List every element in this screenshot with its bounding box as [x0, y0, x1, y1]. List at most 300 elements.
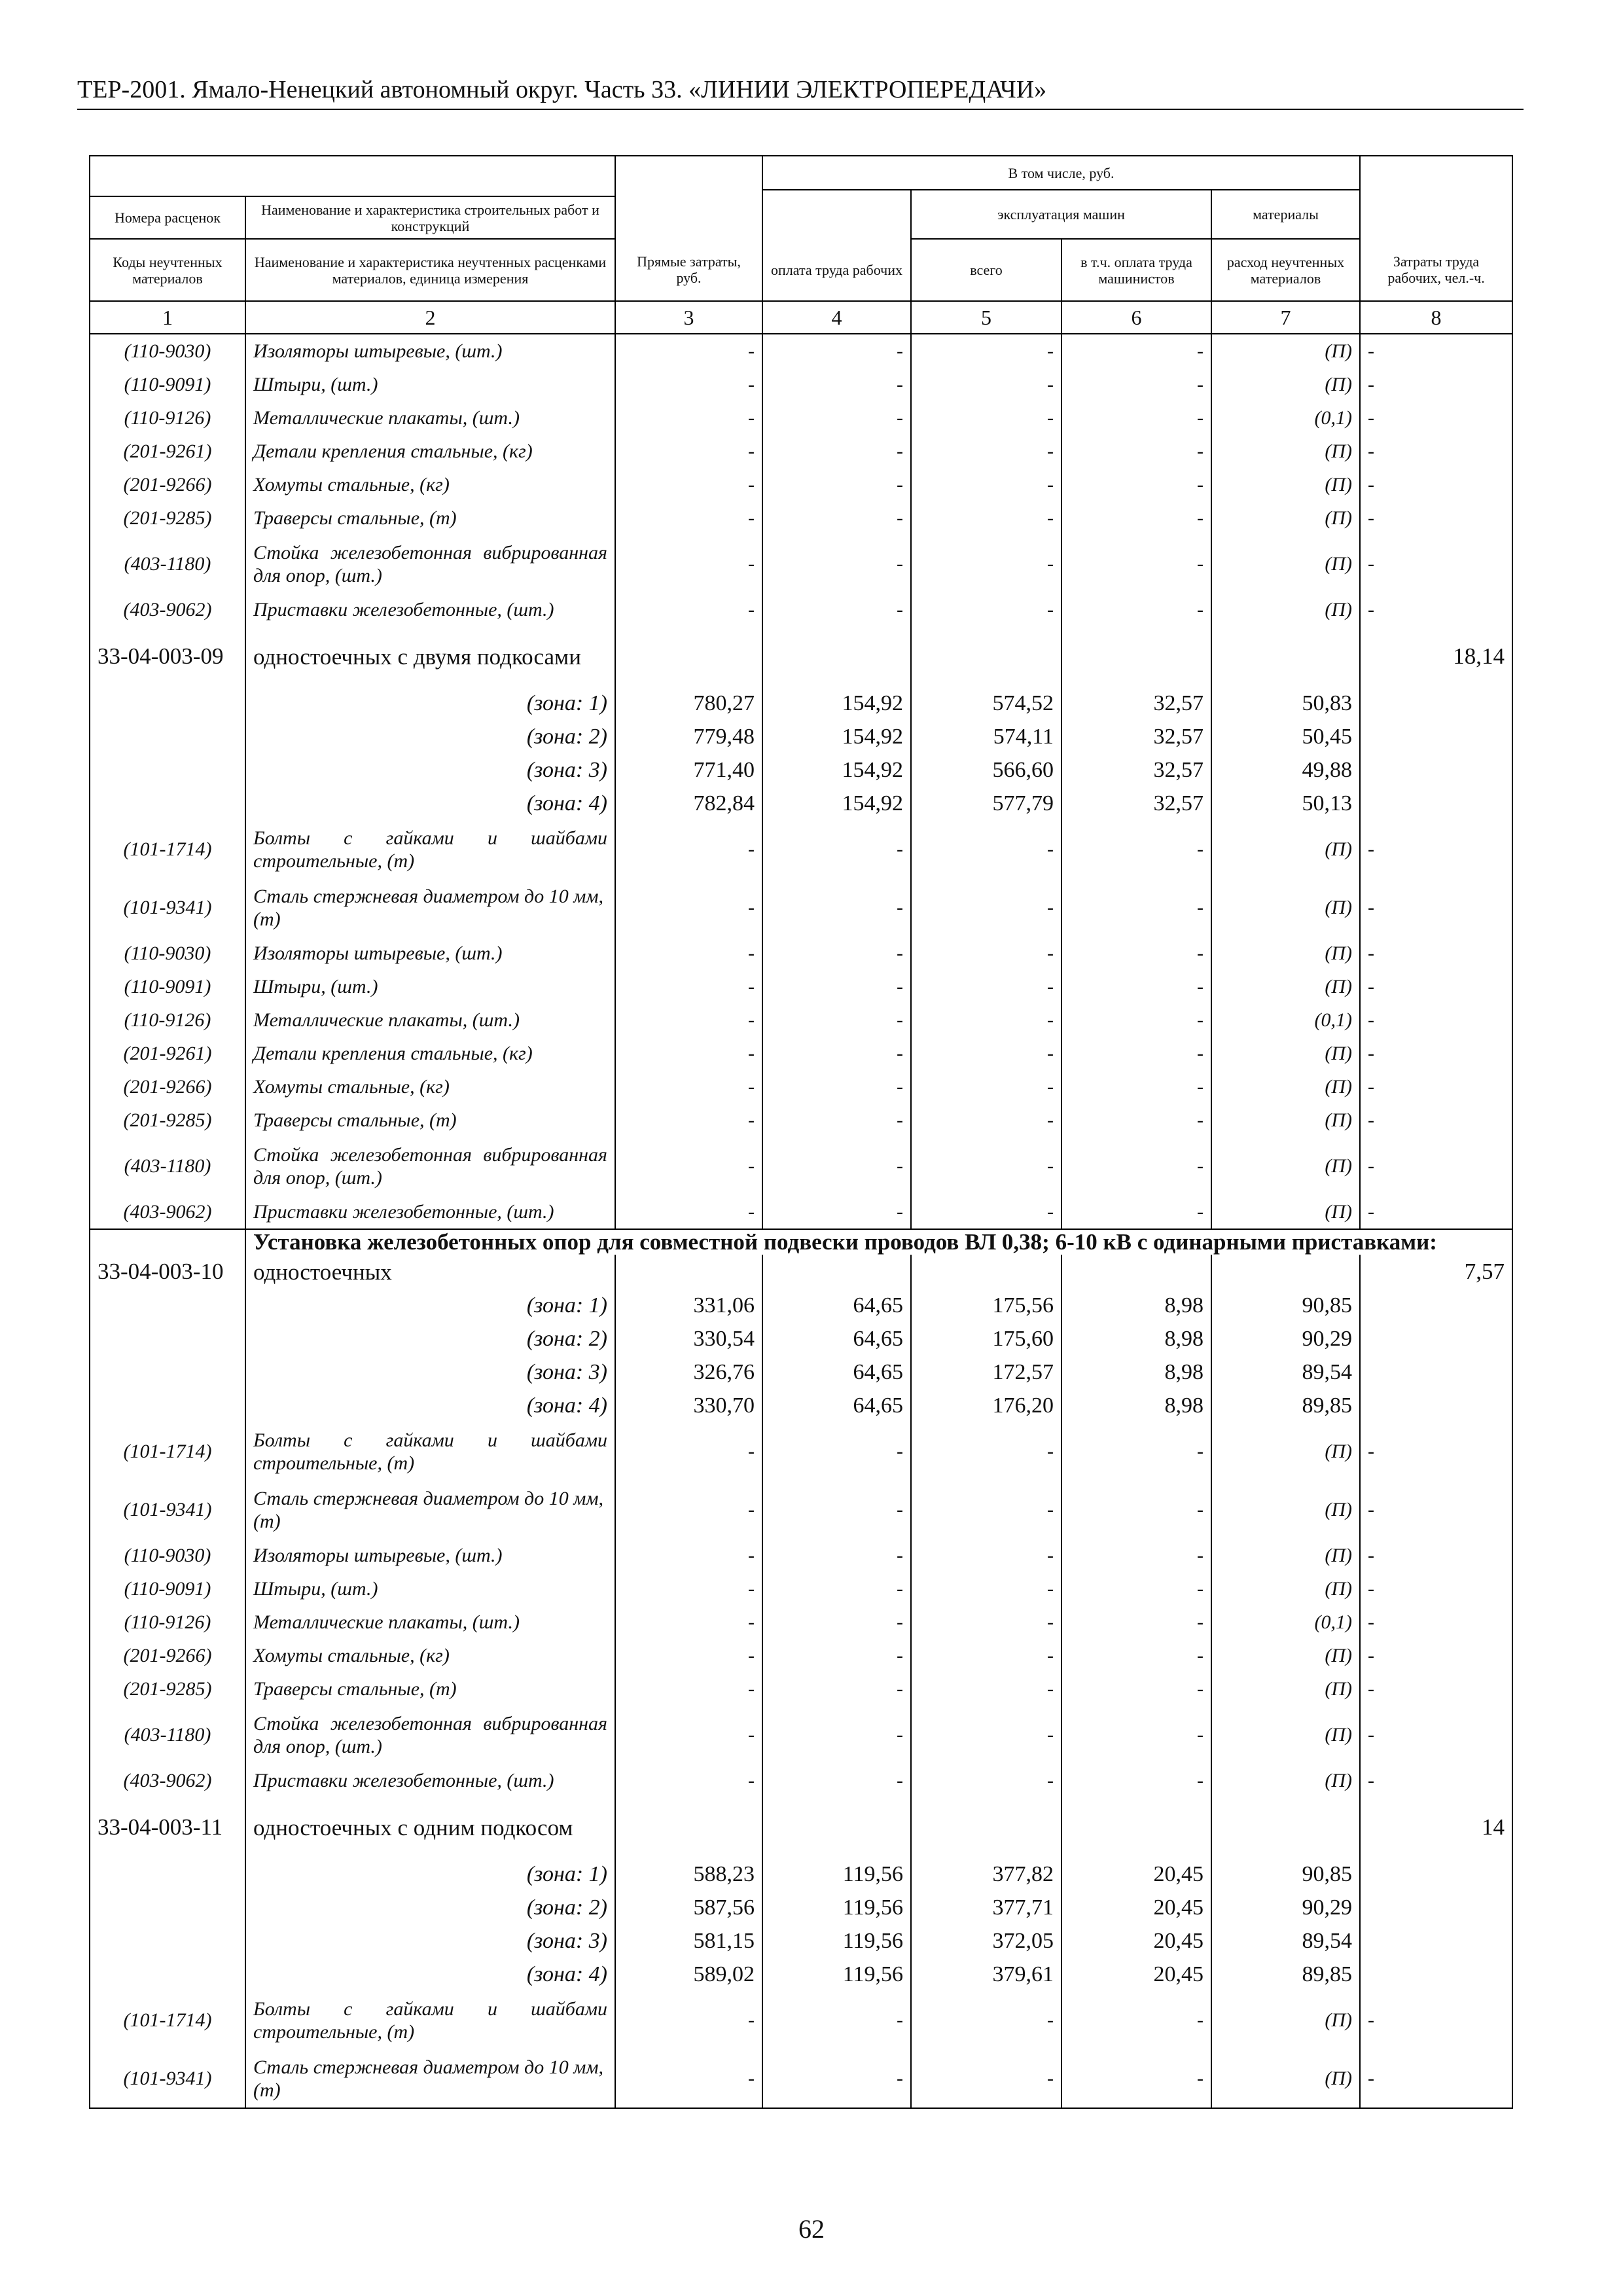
dash-cell: - — [615, 1195, 762, 1229]
material-code: (110-9126) — [90, 1003, 245, 1037]
dash-cell: - — [911, 1639, 1061, 1672]
material-name: Хомуты стальные, (кг) — [245, 1070, 615, 1103]
dash-cell: - — [911, 1195, 1061, 1229]
dash-cell: - — [762, 1706, 911, 1764]
dash-cell: - — [615, 1605, 762, 1639]
dash-cell: - — [1061, 368, 1211, 401]
material-qty: (П) — [1211, 970, 1360, 1003]
material-name: Детали крепления стальные, (кг) — [245, 1037, 615, 1070]
dash-cell: - — [1360, 1539, 1512, 1572]
dash-cell: - — [1061, 1195, 1211, 1229]
zone-row — [90, 1891, 1512, 1924]
material-qty: (П) — [1211, 501, 1360, 535]
dash-cell: - — [762, 593, 911, 626]
zone-value: 588,23 — [615, 1857, 762, 1891]
dash-cell: - — [1061, 1991, 1211, 2049]
dash-cell: - — [1061, 1480, 1211, 1539]
material-qty: (П) — [1211, 2049, 1360, 2108]
empty-cell — [90, 1924, 245, 1958]
header-kody: Коды неучтенных материалов — [90, 239, 245, 301]
dash-cell: - — [615, 1639, 762, 1672]
header-oplata-top — [762, 190, 911, 239]
material-qty: (П) — [1211, 1480, 1360, 1539]
material-row — [90, 1137, 1512, 1195]
dash-cell: - — [615, 2049, 762, 2108]
zone-value: 119,56 — [762, 1857, 911, 1891]
zone-value: 89,85 — [1211, 1958, 1360, 1991]
material-qty: (П) — [1211, 535, 1360, 593]
dash-cell: - — [911, 1422, 1061, 1480]
material-code: (201-9266) — [90, 1070, 245, 1103]
dash-cell: - — [911, 970, 1061, 1003]
material-code: (403-9062) — [90, 1195, 245, 1229]
zone-label: (зона: 4) — [245, 787, 615, 820]
dash-cell: - — [911, 1070, 1061, 1103]
dash-cell: - — [762, 878, 911, 937]
dash-cell: - — [762, 1137, 911, 1195]
dash-cell: - — [615, 593, 762, 626]
material-code: (101-1714) — [90, 820, 245, 878]
material-code: (110-9030) — [90, 937, 245, 970]
dash-cell: - — [762, 334, 911, 368]
header-blank-top — [90, 156, 615, 196]
empty-cell — [1360, 1389, 1512, 1422]
empty-cell — [1360, 1857, 1512, 1891]
header-nomera: Номера расценок — [90, 196, 245, 239]
material-row — [90, 1539, 1512, 1572]
dash-cell: - — [1360, 593, 1512, 626]
dash-cell: - — [911, 1605, 1061, 1639]
dash-cell: - — [762, 1764, 911, 1797]
dash-cell: - — [911, 937, 1061, 970]
material-name: Изоляторы штыревые, (шт.) — [245, 937, 615, 970]
dash-cell: - — [1360, 1037, 1512, 1070]
dash-cell: - — [615, 1991, 762, 2049]
material-name: Приставки железобетонные, (шт.) — [245, 593, 615, 626]
dash-cell: - — [762, 401, 911, 435]
column-numbers-row — [90, 301, 1512, 334]
dash-cell: - — [1360, 970, 1512, 1003]
material-name: Болты с гайками и шайбами строительные, (т) — [245, 820, 615, 878]
dash-cell: - — [1360, 401, 1512, 435]
zone-value: 119,56 — [762, 1924, 911, 1958]
empty-cell — [1211, 1797, 1360, 1857]
empty-cell — [1061, 1797, 1211, 1857]
dash-cell: - — [762, 1003, 911, 1037]
zone-value: 377,71 — [911, 1891, 1061, 1924]
empty-cell — [615, 626, 762, 687]
material-name: Сталь стержневая диаметром до 10 мм, (т) — [245, 2049, 615, 2108]
material-qty: (П) — [1211, 1037, 1360, 1070]
zone-value: 154,92 — [762, 787, 911, 820]
dash-cell: - — [615, 1572, 762, 1605]
dash-cell: - — [1061, 535, 1211, 593]
dash-cell: - — [615, 1422, 762, 1480]
material-qty: (П) — [1211, 1706, 1360, 1764]
empty-cell — [90, 1289, 245, 1322]
header-zatraty: Затраты труда рабочих, чел.-ч. — [1360, 239, 1512, 301]
zone-value: 771,40 — [615, 753, 762, 787]
dash-cell: - — [1061, 401, 1211, 435]
empty-cell — [90, 720, 245, 753]
empty-cell — [1360, 1891, 1512, 1924]
material-row — [90, 1003, 1512, 1037]
material-code: (201-9266) — [90, 468, 245, 501]
dash-cell: - — [1360, 1103, 1512, 1137]
dash-cell: - — [1061, 970, 1211, 1003]
page-header — [77, 73, 1524, 110]
column-number: 5 — [911, 301, 1061, 334]
zone-row — [90, 1289, 1512, 1322]
zone-value: 64,65 — [762, 1355, 911, 1389]
material-name: Хомуты стальные, (кг) — [245, 468, 615, 501]
material-qty: (0,1) — [1211, 1003, 1360, 1037]
material-row — [90, 1764, 1512, 1797]
dash-cell: - — [615, 368, 762, 401]
rates-table — [89, 155, 1513, 2109]
material-qty: (П) — [1211, 468, 1360, 501]
material-code: (110-9126) — [90, 1605, 245, 1639]
dash-cell: - — [615, 937, 762, 970]
dash-cell: - — [911, 501, 1061, 535]
zone-value: 32,57 — [1061, 787, 1211, 820]
material-name: Приставки железобетонные, (шт.) — [245, 1764, 615, 1797]
material-name: Стойка железобетонная вибрированная для опор, (шт.) — [245, 1706, 615, 1764]
dash-cell: - — [1061, 1103, 1211, 1137]
empty-cell — [90, 1891, 245, 1924]
header-rashod: расход неучтенных материалов — [1211, 239, 1360, 301]
zone-row — [90, 1857, 1512, 1891]
zone-value: 377,82 — [911, 1857, 1061, 1891]
material-code: (201-9261) — [90, 1037, 245, 1070]
dash-cell: - — [1360, 2049, 1512, 2108]
material-qty: (П) — [1211, 1103, 1360, 1137]
dash-cell: - — [762, 468, 911, 501]
empty-cell — [1360, 787, 1512, 820]
dash-cell: - — [762, 1605, 911, 1639]
material-code: (201-9266) — [90, 1639, 245, 1672]
zone-label: (зона: 2) — [245, 720, 615, 753]
dash-cell: - — [762, 368, 911, 401]
zone-value: 780,27 — [615, 687, 762, 720]
dash-cell: - — [1061, 593, 1211, 626]
dash-cell: - — [1360, 820, 1512, 878]
dash-cell: - — [1360, 501, 1512, 535]
zone-value: 64,65 — [762, 1289, 911, 1322]
dash-cell: - — [1061, 1070, 1211, 1103]
empty-cell — [1360, 1289, 1512, 1322]
material-qty: (П) — [1211, 937, 1360, 970]
material-row — [90, 1672, 1512, 1706]
section-row — [90, 1229, 1512, 1255]
dash-cell: - — [911, 1706, 1061, 1764]
material-name: Траверсы стальные, (т) — [245, 1672, 615, 1706]
empty-cell — [615, 1255, 762, 1289]
material-code: (101-1714) — [90, 1422, 245, 1480]
material-row — [90, 593, 1512, 626]
dash-cell: - — [615, 1764, 762, 1797]
dash-cell: - — [1360, 1639, 1512, 1672]
zone-value: 175,60 — [911, 1322, 1061, 1355]
material-code: (201-9285) — [90, 1672, 245, 1706]
rate-row — [90, 1797, 1512, 1857]
material-code: (110-9091) — [90, 970, 245, 1003]
dash-cell: - — [1061, 937, 1211, 970]
material-code: (403-1180) — [90, 1706, 245, 1764]
dash-cell: - — [911, 1137, 1061, 1195]
material-code: (110-9030) — [90, 334, 245, 368]
material-name: Металлические плакаты, (шт.) — [245, 1605, 615, 1639]
dash-cell: - — [911, 593, 1061, 626]
dash-cell: - — [911, 1103, 1061, 1137]
material-row — [90, 501, 1512, 535]
labor-cost: 14 — [1360, 1797, 1512, 1857]
zone-value: 8,98 — [1061, 1322, 1211, 1355]
zone-label: (зона: 4) — [245, 1389, 615, 1422]
zone-value: 20,45 — [1061, 1924, 1211, 1958]
dash-cell: - — [1061, 2049, 1211, 2108]
dash-cell: - — [762, 1539, 911, 1572]
zone-value: 175,56 — [911, 1289, 1061, 1322]
dash-cell: - — [911, 368, 1061, 401]
zone-value: 8,98 — [1061, 1355, 1211, 1389]
rate-name: одностоечных с одним подкосом — [245, 1797, 615, 1857]
material-row — [90, 1639, 1512, 1672]
header-zatraty-top — [1360, 156, 1512, 239]
dash-cell: - — [1061, 468, 1211, 501]
material-code: (403-9062) — [90, 1764, 245, 1797]
zone-value: 89,54 — [1211, 1355, 1360, 1389]
material-row — [90, 435, 1512, 468]
empty-cell — [90, 1355, 245, 1389]
material-code: (110-9030) — [90, 1539, 245, 1572]
zone-value: 154,92 — [762, 753, 911, 787]
zone-label: (зона: 2) — [245, 1891, 615, 1924]
empty-cell — [1360, 1355, 1512, 1389]
dash-cell: - — [1360, 535, 1512, 593]
dash-cell: - — [1061, 1037, 1211, 1070]
header-pryam: Прямые затраты, руб. — [615, 239, 762, 301]
empty-cell — [1211, 1255, 1360, 1289]
material-row — [90, 1070, 1512, 1103]
material-name: Болты с гайками и шайбами строительные, (т) — [245, 1422, 615, 1480]
dash-cell: - — [1061, 1422, 1211, 1480]
dash-cell: - — [615, 535, 762, 593]
dash-cell: - — [615, 1070, 762, 1103]
material-row — [90, 1037, 1512, 1070]
dash-cell: - — [762, 1037, 911, 1070]
empty-cell — [1360, 753, 1512, 787]
material-row — [90, 468, 1512, 501]
material-name: Хомуты стальные, (кг) — [245, 1639, 615, 1672]
zone-label: (зона: 4) — [245, 1958, 615, 1991]
material-name: Металлические плакаты, (шт.) — [245, 1003, 615, 1037]
zone-value: 172,57 — [911, 1355, 1061, 1389]
empty-cell — [90, 753, 245, 787]
dash-cell: - — [1061, 501, 1211, 535]
empty-cell — [615, 1797, 762, 1857]
header-mater: материалы — [1211, 190, 1360, 239]
empty-cell — [1061, 626, 1211, 687]
material-row — [90, 2049, 1512, 2108]
zone-value: 49,88 — [1211, 753, 1360, 787]
zone-value: 330,54 — [615, 1322, 762, 1355]
material-code: (403-1180) — [90, 1137, 245, 1195]
empty-cell — [90, 1389, 245, 1422]
dash-cell: - — [1360, 435, 1512, 468]
zone-value: 50,45 — [1211, 720, 1360, 753]
material-row — [90, 820, 1512, 878]
dash-cell: - — [1360, 1605, 1512, 1639]
dash-cell: - — [762, 970, 911, 1003]
material-name: Штыри, (шт.) — [245, 970, 615, 1003]
empty-cell — [1360, 1322, 1512, 1355]
material-qty: (П) — [1211, 1572, 1360, 1605]
dash-cell: - — [762, 1480, 911, 1539]
dash-cell: - — [1360, 1070, 1512, 1103]
material-qty: (П) — [1211, 820, 1360, 878]
material-qty: (П) — [1211, 1422, 1360, 1480]
dash-cell: - — [1061, 1572, 1211, 1605]
dash-cell: - — [1360, 878, 1512, 937]
material-row — [90, 1605, 1512, 1639]
zone-value: 90,85 — [1211, 1857, 1360, 1891]
empty-cell — [1360, 1924, 1512, 1958]
material-qty: (П) — [1211, 1672, 1360, 1706]
empty-cell — [1061, 1255, 1211, 1289]
dash-cell: - — [1360, 1195, 1512, 1229]
dash-cell: - — [762, 1422, 911, 1480]
dash-cell: - — [762, 1070, 911, 1103]
zone-label: (зона: 2) — [245, 1322, 615, 1355]
dash-cell: - — [615, 1480, 762, 1539]
rate-row — [90, 626, 1512, 687]
dash-cell: - — [762, 1991, 911, 2049]
column-number: 4 — [762, 301, 911, 334]
dash-cell: - — [1061, 334, 1211, 368]
rate-code: 33-04-003-11 — [90, 1797, 245, 1857]
zone-value: 64,65 — [762, 1389, 911, 1422]
zone-label: (зона: 1) — [245, 1857, 615, 1891]
zone-value: 32,57 — [1061, 753, 1211, 787]
dash-cell: - — [911, 1572, 1061, 1605]
zone-row — [90, 753, 1512, 787]
dash-cell: - — [1061, 878, 1211, 937]
material-qty: (0,1) — [1211, 401, 1360, 435]
zone-row — [90, 1355, 1512, 1389]
empty-cell — [911, 1255, 1061, 1289]
zone-value: 566,60 — [911, 753, 1061, 787]
material-row — [90, 1991, 1512, 2049]
dash-cell: - — [615, 1672, 762, 1706]
material-qty: (П) — [1211, 1764, 1360, 1797]
dash-cell: - — [615, 468, 762, 501]
material-name: Изоляторы штыревые, (шт.) — [245, 334, 615, 368]
dash-cell: - — [1061, 1539, 1211, 1572]
material-code: (101-9341) — [90, 878, 245, 937]
dash-cell: - — [911, 1480, 1061, 1539]
zone-row — [90, 1389, 1512, 1422]
zone-value: 8,98 — [1061, 1289, 1211, 1322]
dash-cell: - — [762, 1672, 911, 1706]
dash-cell: - — [911, 401, 1061, 435]
dash-cell: - — [1360, 1764, 1512, 1797]
zone-value: 89,85 — [1211, 1389, 1360, 1422]
page-number: 62 — [798, 2214, 825, 2244]
material-qty: (П) — [1211, 435, 1360, 468]
material-code: (110-9126) — [90, 401, 245, 435]
zone-value: 89,54 — [1211, 1924, 1360, 1958]
dash-cell: - — [911, 1764, 1061, 1797]
empty-cell — [1211, 626, 1360, 687]
dash-cell: - — [762, 1639, 911, 1672]
material-row — [90, 1706, 1512, 1764]
zone-value: 330,70 — [615, 1389, 762, 1422]
zone-value: 581,15 — [615, 1924, 762, 1958]
zone-row — [90, 687, 1512, 720]
zone-value: 372,05 — [911, 1924, 1061, 1958]
material-code: (403-1180) — [90, 535, 245, 593]
zone-value: 32,57 — [1061, 687, 1211, 720]
dash-cell: - — [615, 401, 762, 435]
page-header-title: ТЕР-2001. Ямало-Ненецкий автономный округ. Часть 33. «ЛИНИИ ЭЛЕКТРОПЕРЕДАЧИ» — [77, 76, 1047, 103]
material-row — [90, 878, 1512, 937]
dash-cell: - — [1061, 1003, 1211, 1037]
dash-cell: - — [911, 878, 1061, 937]
dash-cell: - — [911, 1003, 1061, 1037]
empty-cell — [90, 787, 245, 820]
material-qty: (0,1) — [1211, 1605, 1360, 1639]
zone-value: 587,56 — [615, 1891, 762, 1924]
table-body — [90, 334, 1512, 2108]
zone-row — [90, 1958, 1512, 1991]
column-number: 2 — [245, 301, 615, 334]
dash-cell: - — [762, 435, 911, 468]
material-code: (201-9285) — [90, 1103, 245, 1137]
zone-value: 779,48 — [615, 720, 762, 753]
empty-cell — [1360, 687, 1512, 720]
dash-cell: - — [1360, 1480, 1512, 1539]
material-code: (201-9285) — [90, 501, 245, 535]
dash-cell: - — [911, 1991, 1061, 2049]
section-title: Установка железобетонных опор для совместной подвески проводов ВЛ 0,38; 6-10 кВ с одинарными приставками: — [245, 1229, 1512, 1255]
zone-value: 8,98 — [1061, 1389, 1211, 1422]
rate-code: 33-04-003-10 — [90, 1255, 245, 1289]
zone-value: 20,45 — [1061, 1958, 1211, 1991]
dash-cell: - — [762, 1572, 911, 1605]
zone-value: 574,11 — [911, 720, 1061, 753]
column-number: 6 — [1061, 301, 1211, 334]
empty-cell — [90, 1322, 245, 1355]
dash-cell: - — [1061, 435, 1211, 468]
zone-value: 574,52 — [911, 687, 1061, 720]
empty-cell — [90, 1229, 245, 1255]
zone-label: (зона: 1) — [245, 1289, 615, 1322]
dash-cell: - — [1360, 1422, 1512, 1480]
empty-cell — [90, 687, 245, 720]
material-row — [90, 1480, 1512, 1539]
dash-cell: - — [911, 1037, 1061, 1070]
material-name: Сталь стержневая диаметром до 10 мм, (т) — [245, 878, 615, 937]
dash-cell: - — [1061, 1764, 1211, 1797]
dash-cell: - — [762, 1103, 911, 1137]
material-name: Болты с гайками и шайбами строительные, (т) — [245, 1991, 615, 2049]
zone-label: (зона: 1) — [245, 687, 615, 720]
material-qty: (П) — [1211, 593, 1360, 626]
rate-name: одностоечных с двумя подкосами — [245, 626, 615, 687]
dash-cell: - — [911, 2049, 1061, 2108]
table-header — [90, 156, 1512, 334]
